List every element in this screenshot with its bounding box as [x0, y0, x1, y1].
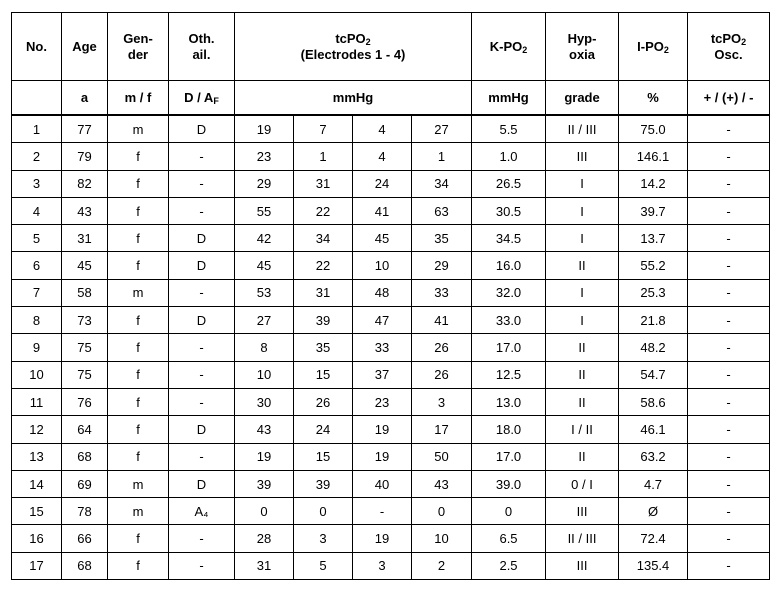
- cell-ipo2: 14.2: [619, 170, 688, 197]
- cell-e2: 3: [294, 525, 353, 552]
- cell-osc: -: [688, 388, 770, 415]
- cell-kpo2: 5.5: [472, 115, 546, 143]
- cell-e3: 40: [353, 470, 412, 497]
- cell-age: 58: [62, 279, 108, 306]
- cell-ipo2: 48.2: [619, 334, 688, 361]
- cell-oth: -: [169, 361, 235, 388]
- cell-e1: 30: [235, 388, 294, 415]
- cell-e2: 7: [294, 115, 353, 143]
- cell-e1: 28: [235, 525, 294, 552]
- cell-e4: 26: [412, 334, 472, 361]
- cell-oth: -: [169, 334, 235, 361]
- cell-oth: D: [169, 252, 235, 279]
- col-header-hypoxia: Hyp- oxia: [546, 13, 619, 81]
- cell-gender: f: [108, 197, 169, 224]
- cell-e2: 26: [294, 388, 353, 415]
- cell-e3: 24: [353, 170, 412, 197]
- cell-no: 5: [12, 225, 62, 252]
- cell-ipo2: 39.7: [619, 197, 688, 224]
- table-row: [12, 334, 770, 361]
- cell-e2: 1: [294, 143, 353, 170]
- table-row: [12, 361, 770, 388]
- cell-hyp: I: [546, 225, 619, 252]
- cell-age: 75: [62, 361, 108, 388]
- cell-age: 73: [62, 307, 108, 334]
- col-header-tcpo2-electrodes: tcPO$_2$ (Electrodes 1 - 4): [235, 13, 472, 81]
- cell-gender: f: [108, 225, 169, 252]
- cell-gender: m: [108, 279, 169, 306]
- cell-e4: 63: [412, 197, 472, 224]
- cell-e3: -: [353, 498, 412, 525]
- cell-osc: -: [688, 498, 770, 525]
- cell-e2: 24: [294, 416, 353, 443]
- cell-oth: -: [169, 443, 235, 470]
- table-row: [12, 498, 770, 525]
- cell-e2: 39: [294, 307, 353, 334]
- cell-gender: f: [108, 388, 169, 415]
- col-header-kpo2: $K-PO_2$: [472, 13, 546, 81]
- cell-hyp: II: [546, 388, 619, 415]
- cell-kpo2: 1.0: [472, 143, 546, 170]
- cell-age: 77: [62, 115, 108, 143]
- cell-oth: -: [169, 143, 235, 170]
- cell-e1: 23: [235, 143, 294, 170]
- cell-age: 75: [62, 334, 108, 361]
- col-header-ipo2: $I-PO_2$: [619, 13, 688, 81]
- cell-e3: 48: [353, 279, 412, 306]
- cell-ipo2: 54.7: [619, 361, 688, 388]
- cell-hyp: I: [546, 279, 619, 306]
- cell-e1: 55: [235, 197, 294, 224]
- cell-ipo2: 4.7: [619, 470, 688, 497]
- cell-age: 31: [62, 225, 108, 252]
- cell-hyp: III: [546, 498, 619, 525]
- cell-ipo2: 55.2: [619, 252, 688, 279]
- cell-ipo2: 75.0: [619, 115, 688, 143]
- cell-no: 8: [12, 307, 62, 334]
- unit-tcpo2: mmHg: [235, 81, 472, 116]
- cell-e3: 4: [353, 115, 412, 143]
- unit-ipo2: %: [619, 81, 688, 116]
- cell-e2: 31: [294, 279, 353, 306]
- cell-e3: 4: [353, 143, 412, 170]
- table-row: [12, 552, 770, 579]
- col-header-other-ailments: Oth. ail.: [169, 13, 235, 81]
- cell-e3: 19: [353, 443, 412, 470]
- cell-e4: 26: [412, 361, 472, 388]
- table-row: [12, 279, 770, 306]
- cell-gender: f: [108, 307, 169, 334]
- table-row: [12, 307, 770, 334]
- cell-kpo2: 30.5: [472, 197, 546, 224]
- cell-kpo2: 2.5: [472, 552, 546, 579]
- cell-osc: -: [688, 307, 770, 334]
- cell-hyp: I: [546, 170, 619, 197]
- table-row: [12, 525, 770, 552]
- cell-oth: -: [169, 525, 235, 552]
- cell-ipo2: 58.6: [619, 388, 688, 415]
- cell-kpo2: 17.0: [472, 334, 546, 361]
- cell-e4: 0: [412, 498, 472, 525]
- cell-e1: 8: [235, 334, 294, 361]
- cell-e4: 33: [412, 279, 472, 306]
- cell-age: 78: [62, 498, 108, 525]
- unit-other-ailments: D / $A_F$: [169, 81, 235, 116]
- cell-e4: 17: [412, 416, 472, 443]
- cell-ipo2: 13.7: [619, 225, 688, 252]
- cell-no: 11: [12, 388, 62, 415]
- cell-age: 68: [62, 443, 108, 470]
- cell-oth: -: [169, 279, 235, 306]
- cell-e3: 3: [353, 552, 412, 579]
- cell-osc: -: [688, 334, 770, 361]
- cell-oth: -: [169, 552, 235, 579]
- cell-age: 68: [62, 552, 108, 579]
- cell-e3: 41: [353, 197, 412, 224]
- col-header-no: No.: [12, 13, 62, 81]
- cell-osc: -: [688, 443, 770, 470]
- cell-gender: f: [108, 552, 169, 579]
- cell-oth: -: [169, 197, 235, 224]
- table-row: [12, 197, 770, 224]
- cell-osc: -: [688, 197, 770, 224]
- cell-e2: 5: [294, 552, 353, 579]
- cell-no: 15: [12, 498, 62, 525]
- cell-oth: D: [169, 470, 235, 497]
- cell-gender: m: [108, 470, 169, 497]
- table-row: [12, 416, 770, 443]
- cell-no: 14: [12, 470, 62, 497]
- cell-no: 3: [12, 170, 62, 197]
- cell-osc: -: [688, 470, 770, 497]
- cell-e2: 15: [294, 443, 353, 470]
- cell-ipo2: 135.4: [619, 552, 688, 579]
- cell-gender: f: [108, 143, 169, 170]
- cell-gender: f: [108, 334, 169, 361]
- cell-e4: 35: [412, 225, 472, 252]
- cell-e2: 15: [294, 361, 353, 388]
- cell-oth: D: [169, 307, 235, 334]
- cell-ipo2: 25.3: [619, 279, 688, 306]
- unit-no: [12, 81, 62, 116]
- cell-ipo2: 72.4: [619, 525, 688, 552]
- cell-hyp: II: [546, 443, 619, 470]
- cell-no: 16: [12, 525, 62, 552]
- cell-gender: f: [108, 416, 169, 443]
- cell-no: 12: [12, 416, 62, 443]
- table-row: [12, 443, 770, 470]
- header-row: [12, 13, 770, 81]
- cell-e3: 23: [353, 388, 412, 415]
- cell-gender: f: [108, 525, 169, 552]
- cell-e4: 2: [412, 552, 472, 579]
- cell-kpo2: 0: [472, 498, 546, 525]
- cell-kpo2: 13.0: [472, 388, 546, 415]
- cell-e2: 39: [294, 470, 353, 497]
- cell-e2: 22: [294, 252, 353, 279]
- cell-hyp: II: [546, 361, 619, 388]
- cell-e4: 27: [412, 115, 472, 143]
- cell-hyp: 0 / I: [546, 470, 619, 497]
- units-row: [12, 81, 770, 116]
- cell-kpo2: 12.5: [472, 361, 546, 388]
- cell-ipo2: 63.2: [619, 443, 688, 470]
- cell-hyp: I: [546, 307, 619, 334]
- cell-age: 43: [62, 197, 108, 224]
- cell-no: 1: [12, 115, 62, 143]
- cell-age: 69: [62, 470, 108, 497]
- cell-e1: 42: [235, 225, 294, 252]
- cell-e1: 19: [235, 443, 294, 470]
- table-row: [12, 115, 770, 143]
- cell-e4: 3: [412, 388, 472, 415]
- col-header-tcpo2-oscillation: tcPO$_2$ Osc.: [688, 13, 770, 81]
- cell-osc: -: [688, 252, 770, 279]
- cell-e2: 0: [294, 498, 353, 525]
- cell-e2: 35: [294, 334, 353, 361]
- cell-no: 4: [12, 197, 62, 224]
- cell-e1: 45: [235, 252, 294, 279]
- cell-osc: -: [688, 115, 770, 143]
- cell-e1: 29: [235, 170, 294, 197]
- table-row: [12, 470, 770, 497]
- table-row: [12, 170, 770, 197]
- cell-age: 45: [62, 252, 108, 279]
- cell-e1: 43: [235, 416, 294, 443]
- cell-e1: 31: [235, 552, 294, 579]
- cell-no: 7: [12, 279, 62, 306]
- cell-e3: 37: [353, 361, 412, 388]
- cell-e3: 45: [353, 225, 412, 252]
- cell-gender: m: [108, 498, 169, 525]
- cell-kpo2: 33.0: [472, 307, 546, 334]
- cell-e2: 34: [294, 225, 353, 252]
- cell-no: 9: [12, 334, 62, 361]
- cell-e4: 29: [412, 252, 472, 279]
- cell-e3: 19: [353, 525, 412, 552]
- cell-kpo2: 18.0: [472, 416, 546, 443]
- cell-age: 66: [62, 525, 108, 552]
- cell-gender: f: [108, 361, 169, 388]
- cell-e2: 22: [294, 197, 353, 224]
- cell-osc: -: [688, 170, 770, 197]
- cell-no: 13: [12, 443, 62, 470]
- table-row: [12, 225, 770, 252]
- cell-gender: m: [108, 115, 169, 143]
- cell-e1: 10: [235, 361, 294, 388]
- cell-e1: 0: [235, 498, 294, 525]
- cell-osc: -: [688, 416, 770, 443]
- table-row: [12, 143, 770, 170]
- cell-kpo2: 26.5: [472, 170, 546, 197]
- cell-ipo2: Ø: [619, 498, 688, 525]
- unit-hypoxia: grade: [546, 81, 619, 116]
- cell-hyp: I: [546, 197, 619, 224]
- cell-oth: A₄: [169, 498, 235, 525]
- cell-e4: 43: [412, 470, 472, 497]
- cell-kpo2: 6.5: [472, 525, 546, 552]
- cell-kpo2: 39.0: [472, 470, 546, 497]
- cell-e4: 41: [412, 307, 472, 334]
- unit-age: a: [62, 81, 108, 116]
- cell-hyp: II / III: [546, 115, 619, 143]
- cell-oth: D: [169, 115, 235, 143]
- cell-e3: 47: [353, 307, 412, 334]
- table-row: [12, 388, 770, 415]
- unit-kpo2: mmHg: [472, 81, 546, 116]
- cell-ipo2: 21.8: [619, 307, 688, 334]
- cell-hyp: II: [546, 334, 619, 361]
- cell-oth: -: [169, 170, 235, 197]
- cell-e1: 53: [235, 279, 294, 306]
- cell-no: 6: [12, 252, 62, 279]
- cell-age: 82: [62, 170, 108, 197]
- cell-osc: -: [688, 143, 770, 170]
- cell-hyp: II: [546, 252, 619, 279]
- cell-e4: 34: [412, 170, 472, 197]
- cell-ipo2: 46.1: [619, 416, 688, 443]
- cell-kpo2: 34.5: [472, 225, 546, 252]
- cell-osc: -: [688, 552, 770, 579]
- cell-e3: 19: [353, 416, 412, 443]
- cell-e1: 19: [235, 115, 294, 143]
- cell-osc: -: [688, 225, 770, 252]
- cell-no: 10: [12, 361, 62, 388]
- cell-e4: 10: [412, 525, 472, 552]
- cell-gender: f: [108, 252, 169, 279]
- patient-data-table: [11, 12, 770, 580]
- cell-gender: f: [108, 170, 169, 197]
- cell-no: 2: [12, 143, 62, 170]
- cell-e2: 31: [294, 170, 353, 197]
- cell-osc: -: [688, 525, 770, 552]
- col-header-age: Age: [62, 13, 108, 81]
- cell-e1: 27: [235, 307, 294, 334]
- unit-oscillation: + / (+) / -: [688, 81, 770, 116]
- cell-no: 17: [12, 552, 62, 579]
- col-header-gender: Gen- der: [108, 13, 169, 81]
- cell-hyp: III: [546, 552, 619, 579]
- cell-gender: f: [108, 443, 169, 470]
- cell-age: 64: [62, 416, 108, 443]
- cell-hyp: I / II: [546, 416, 619, 443]
- cell-hyp: II / III: [546, 525, 619, 552]
- cell-kpo2: 17.0: [472, 443, 546, 470]
- cell-e4: 50: [412, 443, 472, 470]
- cell-e3: 33: [353, 334, 412, 361]
- table-row: [12, 252, 770, 279]
- unit-gender: m / f: [108, 81, 169, 116]
- cell-kpo2: 32.0: [472, 279, 546, 306]
- table-body: [12, 115, 770, 580]
- cell-ipo2: 146.1: [619, 143, 688, 170]
- cell-kpo2: 16.0: [472, 252, 546, 279]
- cell-age: 76: [62, 388, 108, 415]
- cell-osc: -: [688, 279, 770, 306]
- cell-hyp: III: [546, 143, 619, 170]
- cell-oth: D: [169, 416, 235, 443]
- cell-oth: -: [169, 388, 235, 415]
- cell-e4: 1: [412, 143, 472, 170]
- cell-e1: 39: [235, 470, 294, 497]
- cell-oth: D: [169, 225, 235, 252]
- cell-osc: -: [688, 361, 770, 388]
- cell-e3: 10: [353, 252, 412, 279]
- cell-age: 79: [62, 143, 108, 170]
